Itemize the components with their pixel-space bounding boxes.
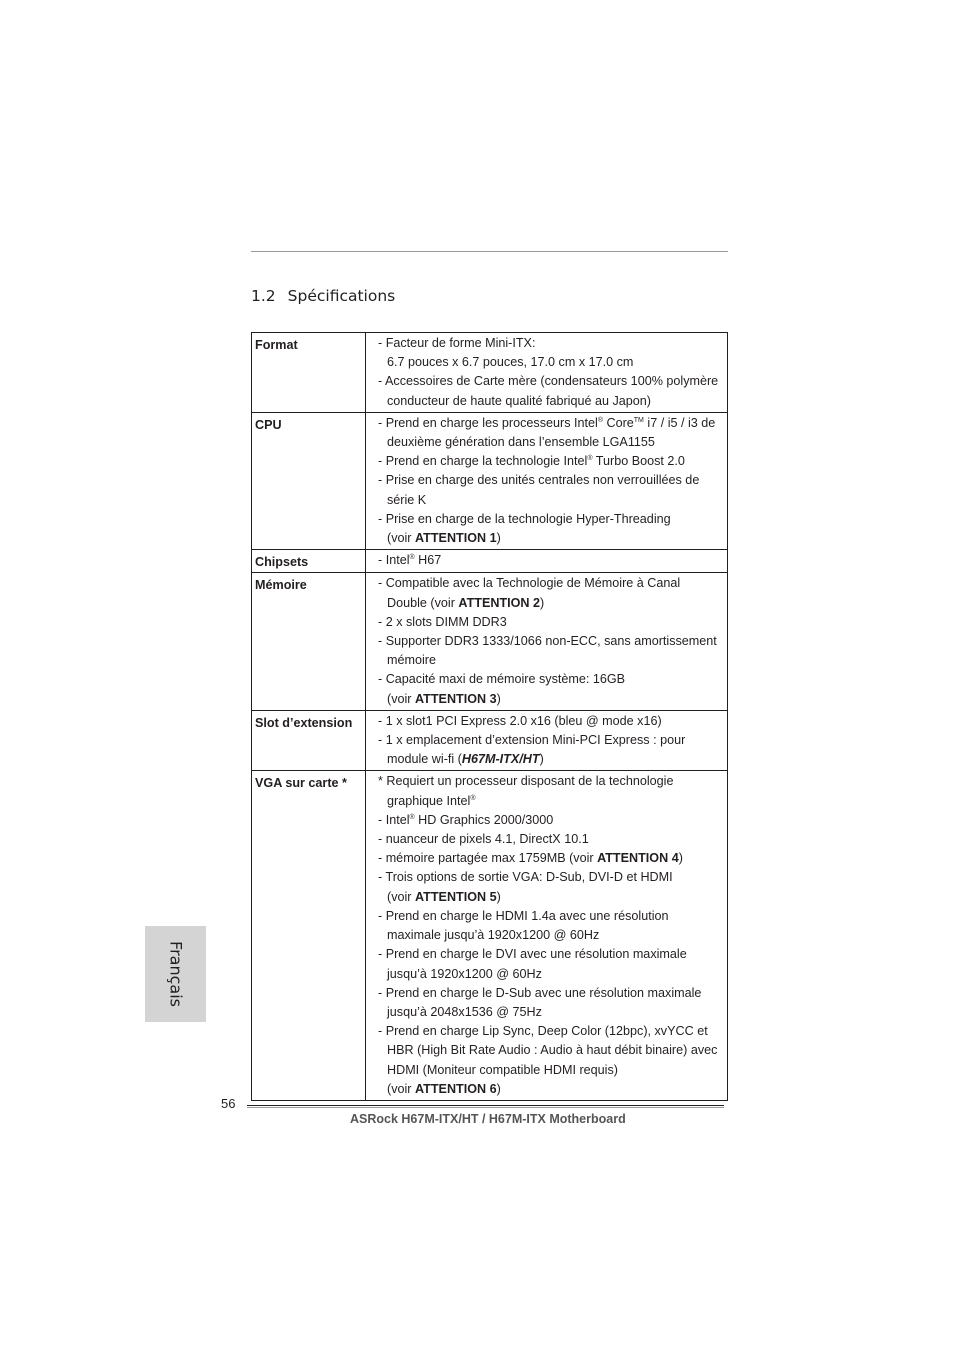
spec-label: Mémoire	[252, 573, 366, 710]
spec-text: )	[496, 1081, 501, 1096]
spec-line	[378, 965, 724, 984]
spec-line	[378, 849, 724, 868]
spec-row	[252, 550, 728, 573]
spec-text: - nuanceur de pixels 4.1, DirectX 10.1	[378, 832, 589, 847]
spec-text: - Intel	[378, 812, 410, 827]
spec-text: - mémoire partagée max 1759MB (voir	[378, 851, 598, 866]
superscript-mark: ®	[409, 554, 415, 562]
spec-text: - Prend en charge la technologie Intel	[378, 454, 588, 469]
spec-text: (voir	[387, 531, 415, 546]
spec-line	[378, 613, 724, 632]
spec-content	[366, 710, 728, 771]
attention-ref: ATTENTION 5	[415, 889, 497, 904]
spec-line	[378, 334, 724, 353]
spec-line	[378, 414, 724, 433]
spec-text: - Prend en charge le DVI avec une résolution maximale	[378, 947, 687, 962]
spec-line	[378, 491, 724, 510]
spec-text: HBR (High Bit Rate Audio : Audio à haut débit binaire) avec	[387, 1043, 718, 1058]
spec-text: i7 / i5 / i3 de	[643, 415, 716, 430]
spec-line	[378, 574, 724, 593]
spec-line	[378, 1080, 724, 1099]
spec-line	[378, 772, 724, 791]
spec-line	[378, 731, 724, 750]
spec-row	[252, 771, 728, 1100]
superscript-mark: ®	[470, 794, 476, 802]
spec-text: (voir	[387, 1081, 415, 1096]
spec-text: - 1 x emplacement d’extension Mini-PCI Express : pour	[378, 733, 686, 748]
spec-text: )	[496, 691, 501, 706]
language-tab	[145, 926, 206, 1022]
spec-text: )	[678, 851, 683, 866]
spec-line	[378, 712, 724, 731]
spec-text: - Prise en charge de la technologie Hyper-Threading	[378, 511, 671, 526]
spec-text: - Capacité maxi de mémoire système: 16GB	[378, 672, 626, 687]
superscript-mark: ®	[587, 455, 593, 463]
footer-product-name: ASRock H67M-ITX/HT / H67M-ITX Motherboard	[350, 1112, 626, 1126]
spec-text: mémoire	[387, 653, 436, 668]
spec-text: - 2 x slots DIMM DDR3	[378, 614, 507, 629]
spec-line	[378, 984, 724, 1003]
spec-line	[378, 888, 724, 907]
spec-text: - Prend en charge Lip Sync, Deep Color (12bpc), xvYCC et	[378, 1024, 708, 1039]
spec-text: conducteur de haute qualité fabriqué au Japon)	[387, 393, 651, 408]
spec-text: - Prend en charge le HDMI 1.4a avec une résolution	[378, 908, 669, 923]
spec-content	[366, 550, 728, 573]
spec-line	[378, 632, 724, 651]
spec-line	[378, 670, 724, 689]
spec-line	[378, 433, 724, 452]
spec-line	[378, 907, 724, 926]
attention-ref: ATTENTION 3	[415, 691, 497, 706]
spec-text: HD Graphics 2000/3000	[414, 812, 554, 827]
spec-text: module wi-fi (	[387, 752, 462, 767]
spec-text: maximale jusqu’à 1920x1200 @ 60Hz	[387, 928, 600, 943]
attention-ref: ATTENTION 4	[597, 851, 679, 866]
spec-line	[378, 945, 724, 964]
spec-text: HDMI (Moniteur compatible HDMI requis)	[387, 1062, 618, 1077]
spec-text: - Trois options de sortie VGA: D-Sub, DVI-D et HDMI	[378, 870, 673, 885]
spec-line	[378, 750, 724, 769]
superscript-mark: ®	[409, 813, 415, 821]
spec-row	[252, 412, 728, 549]
spec-text: )	[539, 752, 544, 767]
spec-line	[378, 1022, 724, 1041]
spec-text: * Requiert un processeur disposant de la technologie	[378, 774, 674, 789]
spec-text: )	[540, 595, 545, 610]
spec-text: série K	[387, 492, 427, 507]
language-tab-label: Français	[166, 941, 185, 1007]
spec-line	[378, 792, 724, 811]
spec-text: - Intel	[378, 553, 410, 568]
spec-label: VGA sur carte *	[252, 771, 366, 1100]
specifications-table	[251, 332, 728, 1101]
spec-text: deuxième génération dans l’ensemble LGA1155	[387, 435, 655, 450]
spec-text: )	[496, 531, 501, 546]
spec-line	[378, 651, 724, 670]
spec-text: - Prend en charge le D-Sub avec une résolution maximale	[378, 985, 702, 1000]
spec-row	[252, 333, 728, 413]
spec-text: - Accessoires de Carte mère (condensateurs 100% polymère	[378, 374, 719, 389]
spec-line	[378, 529, 724, 548]
spec-text: - Prend en charge les processeurs Intel	[378, 415, 598, 430]
spec-label: Chipsets	[252, 550, 366, 573]
spec-row	[252, 710, 728, 771]
spec-text: - Supporter DDR3 1333/1066 non-ECC, sans amortissement	[378, 634, 717, 649]
spec-text: 6.7 pouces x 6.7 pouces, 17.0 cm x 17.0 cm	[387, 355, 634, 370]
spec-text: jusqu’à 1920x1200 @ 60Hz	[387, 966, 542, 981]
attention-ref: ATTENTION 1	[415, 531, 497, 546]
section-heading: Spécifications	[287, 287, 396, 305]
spec-text: (voir	[387, 691, 415, 706]
spec-label: Slot d’extension	[252, 710, 366, 771]
spec-text: - Prise en charge des unités centrales non verrouillées de	[378, 473, 700, 488]
attention-ref: ATTENTION 6	[415, 1081, 497, 1096]
spec-line	[378, 471, 724, 490]
section-title	[251, 287, 395, 305]
spec-text: - 1 x slot1 PCI Express 2.0 x16 (bleu @ mode x16)	[378, 713, 662, 728]
spec-line	[378, 1041, 724, 1060]
spec-line	[378, 452, 724, 471]
spec-line	[378, 811, 724, 830]
footer-rule-secondary	[247, 1107, 724, 1108]
footer-rule	[247, 1105, 724, 1106]
spec-line	[378, 392, 724, 411]
spec-line	[378, 1061, 724, 1080]
spec-content	[366, 333, 728, 413]
spec-line	[378, 372, 724, 391]
superscript-mark: ®	[597, 416, 603, 424]
spec-content	[366, 412, 728, 549]
spec-text: )	[496, 889, 501, 904]
spec-content	[366, 771, 728, 1100]
spec-text: graphique Intel	[387, 793, 471, 808]
spec-row	[252, 573, 728, 710]
spec-line	[378, 551, 724, 570]
spec-line	[378, 830, 724, 849]
spec-text: Double (voir	[387, 595, 459, 610]
spec-text: - Compatible avec la Technologie de Mémoire à Canal	[378, 576, 681, 591]
spec-text: (voir	[387, 889, 415, 904]
model-ref: H67M-ITX/HT	[461, 752, 540, 767]
spec-text: jusqu’à 2048x1536 @ 75Hz	[387, 1004, 542, 1019]
spec-line	[378, 1003, 724, 1022]
page-number: 56	[221, 1096, 236, 1111]
section-number: 1.2	[251, 287, 276, 305]
spec-text: H67	[414, 553, 442, 568]
attention-ref: ATTENTION 2	[458, 595, 541, 610]
spec-line	[378, 690, 724, 709]
header-rule	[251, 251, 728, 252]
spec-line	[378, 926, 724, 945]
superscript-mark: TM	[633, 416, 644, 424]
spec-line	[378, 510, 724, 529]
spec-text: Core	[602, 415, 634, 430]
spec-text: - Facteur de forme Mini-ITX:	[378, 336, 536, 350]
spec-line	[378, 868, 724, 887]
spec-line	[378, 594, 724, 613]
spec-label: CPU	[252, 412, 366, 549]
spec-text: Turbo Boost 2.0	[592, 454, 685, 469]
spec-label: Format	[252, 333, 366, 413]
spec-line	[378, 353, 724, 372]
spec-content	[366, 573, 728, 710]
